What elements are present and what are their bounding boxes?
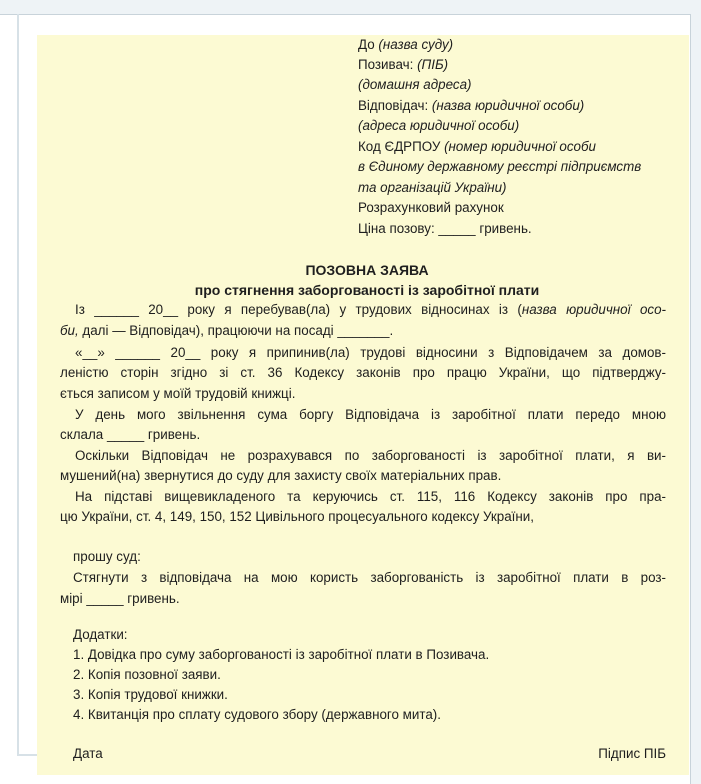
paragraph-1-text-b: назва юридичної осо- bbox=[521, 302, 666, 317]
edrpou-label: Код ЄДРПОУ bbox=[358, 139, 445, 154]
page-top-border bbox=[0, 0, 701, 15]
edrpou-hint-3: та організацій України) bbox=[358, 180, 507, 195]
legal-address-hint: (адреса юридичної особи) bbox=[358, 118, 520, 133]
document-title: ПОЗОВНА ЗАЯВА bbox=[305, 262, 429, 278]
page-bottom-border bbox=[17, 754, 39, 756]
attachment-item: 4. Квитанція про сплату судового збору (державного мита). bbox=[73, 707, 441, 722]
attachment-item: 2. Копія позовної заяви. bbox=[73, 667, 221, 682]
paragraph-3-line-1: У день мого звільнення сума боргу Відповідача із заробітної плати передо мною bbox=[75, 407, 666, 422]
paragraph-4-line-1: Оскільки Відповідач не розрахувався по заборгованості із заробітної плати, я ви- bbox=[75, 448, 666, 463]
request-label: прошу суд: bbox=[73, 549, 141, 564]
account-line: Розрахунковий рахунок bbox=[358, 200, 504, 215]
paragraph-5-line-2: цю України, ст. 4, 149, 150, 152 Цивільного процесуального кодексу України, bbox=[60, 509, 534, 524]
request-line-2: мірі _____ гривень. bbox=[60, 591, 180, 606]
defendant-line bbox=[358, 96, 584, 116]
date-label: Дата bbox=[73, 746, 103, 761]
paragraph-1-line-2 bbox=[60, 321, 666, 341]
paragraph-5-line-1: На підставі вищевикладеного та керуючись ст. 115, 116 Кодексу законів про пра- bbox=[75, 489, 666, 504]
paragraph-1-text-d: далі — Відповідач), працюючи на посаді _______. bbox=[78, 323, 394, 338]
defendant-label: Відповідач: bbox=[358, 98, 432, 113]
claim-price-line: Ціна позову: _____ гривень. bbox=[358, 221, 532, 236]
court-label: До bbox=[358, 37, 379, 52]
paragraph-2-line-3: ється записом у моїй трудовій книжці. bbox=[60, 386, 296, 401]
paragraph-1-line-1 bbox=[75, 300, 666, 320]
court-line bbox=[358, 35, 453, 55]
paragraph-2-line-2: леністю сторін згідно зі ст. 36 Кодексу законів про працю України, що підтверджу- bbox=[60, 365, 666, 380]
signature-label: Підпис ПІБ bbox=[598, 746, 666, 761]
plaintiff-hint: (ПІБ) bbox=[417, 57, 449, 72]
paragraph-1-text-c: би, bbox=[60, 323, 79, 338]
plaintiff-label: Позивач: bbox=[358, 57, 418, 72]
home-address-hint: (домашня адреса) bbox=[358, 77, 472, 92]
attachment-item: 3. Копія трудової книжки. bbox=[73, 687, 228, 702]
page-left-border bbox=[17, 14, 19, 754]
defendant-hint: (назва юридичної особи) bbox=[431, 98, 585, 113]
edrpou-line bbox=[358, 137, 596, 157]
attachment-item: 1. Довідка про суму заборгованості із заробітної плати в Позивача. bbox=[73, 647, 490, 662]
plaintiff-line bbox=[358, 55, 448, 75]
paragraph-4-line-2: мушений(на) звернутися до суду для захисту своїх матеріальних прав. bbox=[60, 468, 502, 483]
edrpou-hint-2: в Єдиному державному реєстрі підприємств bbox=[358, 159, 642, 174]
paragraph-1-text-a: Із ______ 20__ року я перебував(ла) у трудових відносинах із ( bbox=[75, 302, 522, 317]
attachments-label: Додатки: bbox=[73, 627, 128, 642]
court-hint: (назва суду) bbox=[378, 37, 454, 52]
edrpou-hint-1: (номер юридичної особи bbox=[444, 139, 596, 154]
page-right-border bbox=[690, 14, 701, 784]
request-line-1: Стягнути з відповідача на мою користь заборгованість із заробітної плати в роз- bbox=[73, 570, 666, 585]
paragraph-2-line-1: «__» ______ 20__ року я припинив(ла) трудові відносини з Відповідачем за домов- bbox=[75, 345, 666, 360]
paragraph-3-line-2: склала _____ гривень. bbox=[60, 427, 201, 442]
document-subtitle: про стягнення заборгованості із заробітної плати bbox=[194, 282, 540, 298]
